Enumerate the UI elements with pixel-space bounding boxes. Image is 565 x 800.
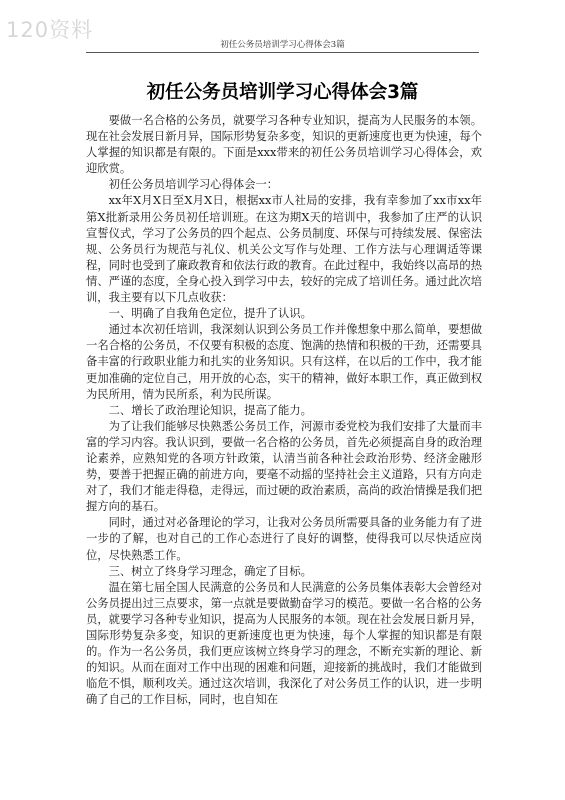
paragraph: 通过本次初任培训，我深刻认识到公务员工作并像想象中那么简单，要想做一名合格的公务员，不仅要有积极的态度、饱满的热情和积极的干劲，还需要具备丰富的行政职业能力和扎实的业务知识。只有这样，在以后的工作中，我才能更加准确的定位自己，用开放的心态，实干的精神，做好本职工作，真正做到权为民所用，情为民所系，利为民所谋。 <box>86 323 482 401</box>
sub-heading: 二、增长了政治理论知识，提高了能力。 <box>108 403 312 417</box>
running-header: 初任公务员培训学习心得体会3篇 <box>220 40 345 50</box>
document-body <box>86 113 482 708</box>
page-title: 初任公务员培训学习心得体会3篇 <box>146 82 419 103</box>
header-rule <box>86 52 479 53</box>
watermark: 120资料 <box>6 18 94 42</box>
section-heading: 初任公务员培训学习心得体会一： <box>108 178 279 192</box>
paragraph: 温在第七届全国人民满意的公务员和人民满意的公务员集体表彰大会曾经对公务员提出过三点要求，第一点就是要做勤奋学习的模范。要做一名合格的公务员，就要学习各种专业知识，提高为人民服务的本领。现在社会发展日新月异，国际形势复杂多变，知识的更新速度也更为快速，每个人掌握的知识都是有限的。作为一名公务员，我们更应该树立终身学习的理念，不断充实新的理论、新的知识。从而在面对工作中出现的困难和问题，迎接新的挑战时，我们才能做到临危不惧，顺利攻关。通过这次培训，我深化了对公务员工作的认识，进一步明确了自己的工作目标，同时，也自知在 <box>86 580 482 707</box>
sub-heading: 一、明确了自我角色定位，提升了认识。 <box>108 307 312 321</box>
paragraph: xx年X月X日至X月X日，根据xx市人社局的安排，我有幸参加了xx市xx年第X批新录用公务员初任培训班。在这为期X天的培训中，我参加了庄严的认识宣誓仪式，学习了公务员的四个起点、公务员制度、环保与可持续发展、保密法规、公务员行为规范与礼仪、机关公文写作与处理、工作方法与心理调适等课程，同时也受到了廉政教育和依法行政的教育。在此过程中，我始终以高昂的热情、严谨的态度，全身心投入到学习中去，较好的完成了培训任务。通过此次培训，我主要有以下几点收获： <box>86 194 482 305</box>
sub-heading: 三、树立了终身学习理念，确定了目标。 <box>108 564 312 578</box>
paragraph-intro: 要做一名合格的公务员，就要学习各种专业知识，提高为人民服务的本领。现在社会发展日新月异，国际形势复杂多变，知识的更新速度也更为快速，每个人掌握的知识都是有限的。下面是xxx带来的初任公务员培训学习心得体会，欢迎欣赏。 <box>86 114 482 176</box>
paragraph: 同时，通过对必备理论的学习，让我对公务员所需要具备的业务能力有了进一步的了解，也对自己的工作心态进行了良好的调整，使得我可以尽快适应岗位，尽快熟悉工作。 <box>86 516 482 562</box>
paragraph: 为了让我们能够尽快熟悉公务员工作，河源市委党校为我们安排了大量而丰富的学习内容。我认识到，要做一名合格的公务员，首先必须提高自身的政治理论素养，应熟知党的各项方针政策，认清当前各种社会政治形势、经济金融形势，要善于把握正确的前进方向，要毫不动摇的坚持社会主义道路，只有方向走对了，我们才能走得稳，走得远，而过硬的政治素质，高尚的政治情操是我们把握方向的基石。 <box>86 419 482 514</box>
